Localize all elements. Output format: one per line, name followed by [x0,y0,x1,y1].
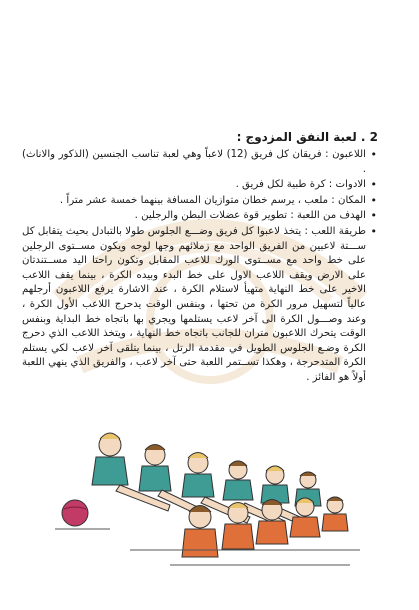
list-item-goal: • الهدف من اللعبة : تطوير قوة عضلات البطن والرجلين . [22,209,366,224]
document-body [22,130,378,387]
list-item-method: • طريقة اللعب : يتخذ لاعبوا كل فريق وضـــع الجلوس طولا بالتبادل بحيث يتقابل كل ســـتة لاعبين من الفريق الواحد مع زملائهم وجها لوجه ويكون مســتوى الرجلين على خط واحد مع مســتوى الورك للاعب المقابل وتكون راحتا اليد مســتندتان على الارض ويقف اللاعب الاول على خط البدء وبيده الكرة ، بينما يقف اللاعب الاخير على خط النهاية متهيأ لاستلام الكرة ، عند الاشارة يرفع اللاعبون أرجلهم عالياً لتسهيل مرور الكرة من تحتها ، وبنفس الوقت يدحرج اللاعب الأول الكرة ، وعند وصـــول الكرة الى آخر لاعب يستلمها ويجري بها باتجاه خط البداية وبنفس الوقت يتحرك اللاعبون متران للجانب باتجاه خط النهاية ، ويتخذ اللاعب الذي دحرج الكرة وضـع الجلوس الطويل في مقدمة الرتل ، بينما يتلقى آخر لاعب لكي يستلم الكرة المتدحرجة ، وهكذا تســتمر اللعبة حتى آخر لاعب ، والفريق الذي ينهي اللعبة أولاً هو الفائز . [22,225,366,386]
list-item-place: • المكان : ملعب ، يرسم خطان متوازيان المسافة بينهما خمسة عشر متراً . [22,194,366,209]
medicine-ball [62,500,88,526]
list-item-players: • اللاعبون : فريقان كل فريق (12) لاعباً وهي لعبة تناسب الجنسين (الذكور والاناث) . [22,148,366,177]
tunnel-game-illustration [50,425,370,570]
list-item-tools: • الادوات : كرة طبية لكل فريق . [22,178,366,193]
section-heading: 2 . لعبة النفق المزدوج : [236,130,378,144]
rules-list [22,148,378,386]
